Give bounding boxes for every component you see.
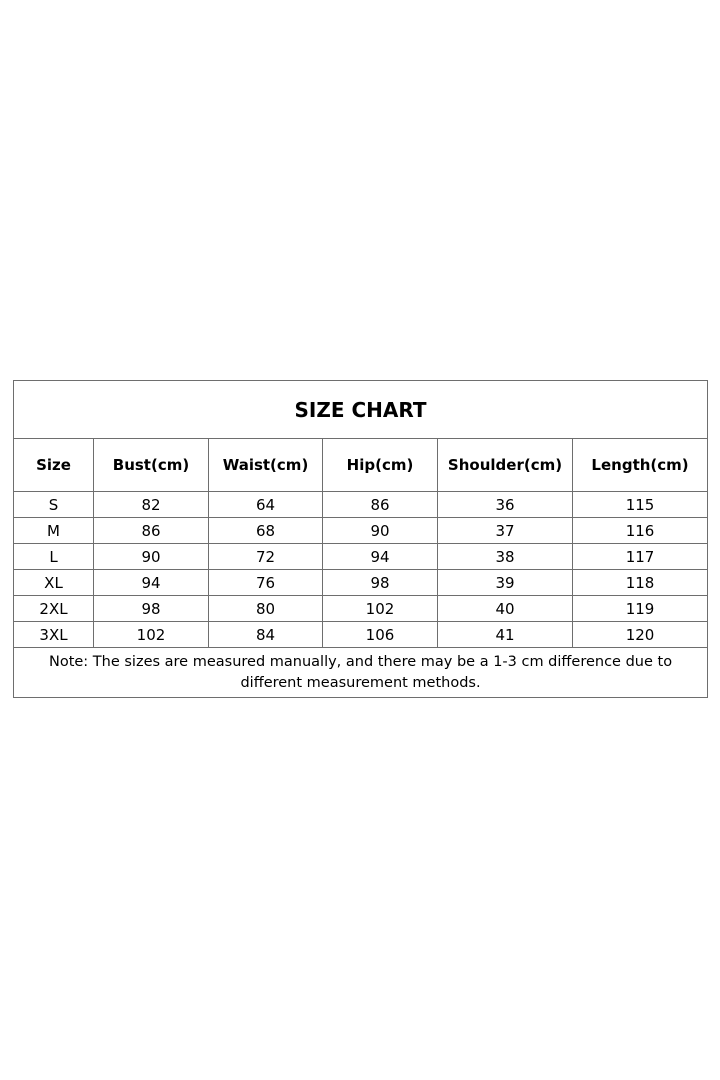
note-row — [14, 648, 708, 698]
bust-cell: 98 — [94, 596, 209, 622]
column-header-size: Size — [14, 439, 94, 492]
bust-cell: 102 — [94, 622, 209, 648]
bust-cell: 90 — [94, 544, 209, 570]
size-chart-table — [13, 380, 708, 698]
size-cell: XL — [14, 570, 94, 596]
size-cell: L — [14, 544, 94, 570]
table-row — [14, 596, 708, 622]
column-header-bust: Bust(cm) — [94, 439, 209, 492]
length-cell: 117 — [573, 544, 708, 570]
hip-cell: 98 — [323, 570, 438, 596]
column-header-hip: Hip(cm) — [323, 439, 438, 492]
hip-cell: 90 — [323, 518, 438, 544]
shoulder-cell: 39 — [438, 570, 573, 596]
column-header-waist: Waist(cm) — [209, 439, 323, 492]
shoulder-cell: 41 — [438, 622, 573, 648]
table-row — [14, 544, 708, 570]
size-cell: S — [14, 492, 94, 518]
hip-cell: 106 — [323, 622, 438, 648]
measurement-note: Note: The sizes are measured manually, and there may be a 1-3 cm difference due to different measurement methods. — [14, 648, 708, 698]
header-row — [14, 439, 708, 492]
length-cell: 119 — [573, 596, 708, 622]
length-cell: 115 — [573, 492, 708, 518]
size-cell: 2XL — [14, 596, 94, 622]
shoulder-cell: 36 — [438, 492, 573, 518]
size-cell: 3XL — [14, 622, 94, 648]
column-header-shoulder: Shoulder(cm) — [438, 439, 573, 492]
bust-cell: 94 — [94, 570, 209, 596]
shoulder-cell: 38 — [438, 544, 573, 570]
table-row — [14, 622, 708, 648]
shoulder-cell: 40 — [438, 596, 573, 622]
waist-cell: 84 — [209, 622, 323, 648]
length-cell: 116 — [573, 518, 708, 544]
waist-cell: 72 — [209, 544, 323, 570]
waist-cell: 76 — [209, 570, 323, 596]
waist-cell: 80 — [209, 596, 323, 622]
hip-cell: 102 — [323, 596, 438, 622]
bust-cell: 82 — [94, 492, 209, 518]
length-cell: 120 — [573, 622, 708, 648]
shoulder-cell: 37 — [438, 518, 573, 544]
hip-cell: 86 — [323, 492, 438, 518]
waist-cell: 68 — [209, 518, 323, 544]
table-row — [14, 492, 708, 518]
bust-cell: 86 — [94, 518, 209, 544]
table-row — [14, 570, 708, 596]
chart-title: SIZE CHART — [14, 381, 708, 439]
size-cell: M — [14, 518, 94, 544]
length-cell: 118 — [573, 570, 708, 596]
hip-cell: 94 — [323, 544, 438, 570]
title-row — [14, 381, 708, 439]
table-row — [14, 518, 708, 544]
column-header-length: Length(cm) — [573, 439, 708, 492]
waist-cell: 64 — [209, 492, 323, 518]
